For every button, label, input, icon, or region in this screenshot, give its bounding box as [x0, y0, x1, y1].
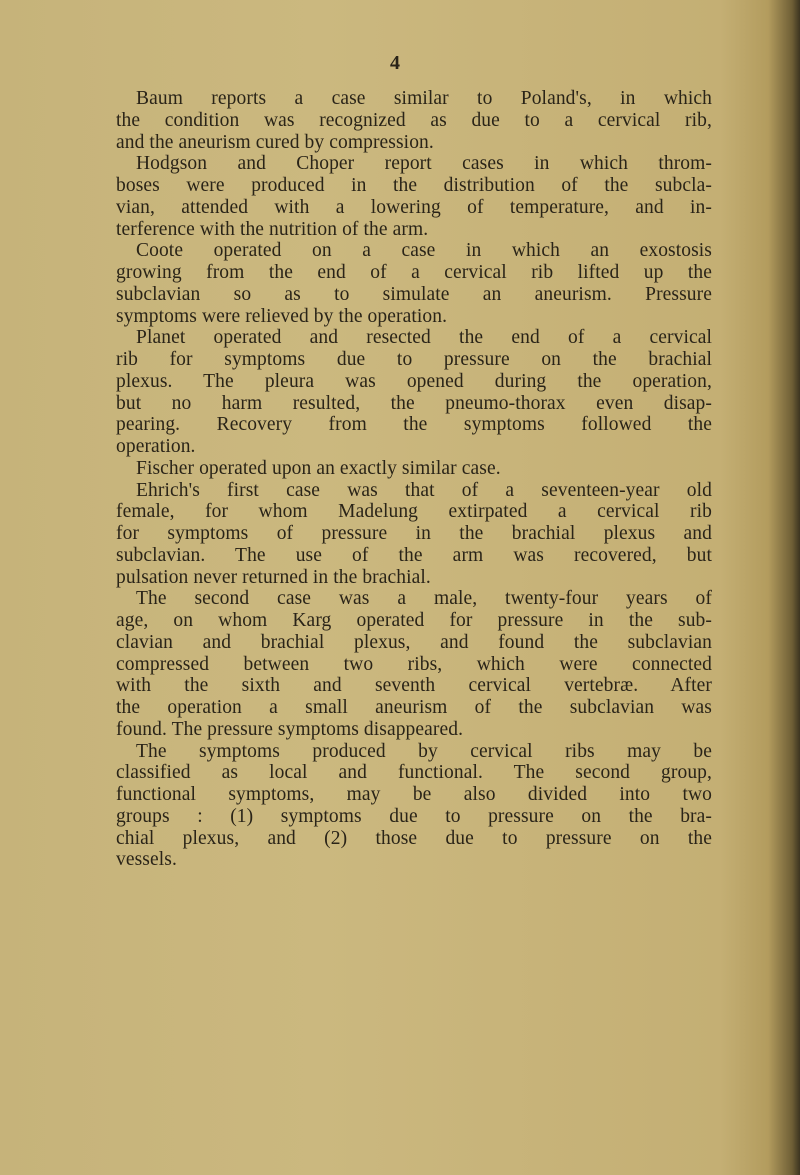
text-line: found. The pressure symptoms disappeared. — [116, 718, 464, 740]
text-line: Hodgson and Choper report cases in which throm- — [136, 153, 712, 175]
text-line: symptoms were relieved by the operation. — [116, 305, 448, 327]
text-line: boses were produced in the distribution of the subcla- — [116, 175, 712, 196]
text-line: pulsation never returned in the brachial. — [116, 566, 431, 588]
text-line: clavian and brachial plexus, and found the subclavian — [116, 631, 712, 653]
text-line: with the sixth and seventh cervical vertebræ. After — [116, 675, 712, 697]
text-line: but no harm resulted, the pneumo-thorax even disap- — [116, 392, 712, 414]
text-line: for symptoms of pressure in the brachial plexus and — [116, 523, 712, 544]
text-line: operation. — [116, 436, 196, 457]
text-line: The second case was a male, twenty-four years of — [136, 588, 712, 610]
text-line: female, for whom Madelung extirpated a cervical rib — [116, 501, 712, 523]
text-line: Ehrich's first case was that of a seventeen-year old — [136, 479, 712, 501]
text-line: vessels. — [116, 849, 177, 871]
text-line: chial plexus, and (2) those due to pressure on the — [116, 827, 712, 849]
text-line: subclavian. The use of the arm was recovered, but — [116, 544, 712, 566]
text-line: Baum reports a case similar to Poland's, in which — [136, 88, 712, 109]
text-line: growing from the end of a cervical rib lifted up the — [116, 262, 712, 283]
text-line: classified as local and functional. The second group, — [116, 762, 712, 784]
text-line: The symptoms produced by cervical ribs may be — [136, 740, 712, 762]
text-line: functional symptoms, may be also divided into two — [116, 784, 712, 805]
text-line: vian, attended with a lowering of temperature, and in- — [116, 196, 712, 218]
text-line: and the aneurism cured by compression. — [116, 131, 434, 153]
text-line: Planet operated and resected the end of a cervical — [136, 327, 712, 349]
text-line: the condition was recognized as due to a cervical rib, — [116, 109, 712, 131]
text-line: Coote operated on a case in which an exostosis — [136, 240, 712, 262]
text-line: the operation a small aneurism of the subclavian was — [116, 697, 712, 718]
text-line: rib for symptoms due to pressure on the brachial — [116, 349, 712, 370]
text-line: compressed between two ribs, which were connected — [116, 653, 712, 675]
text-line: groups : (1) symptoms due to pressure on the bra- — [116, 805, 712, 827]
text-line: Fischer operated upon an exactly similar case. — [136, 457, 501, 479]
page-number: 4 — [390, 52, 400, 74]
body-text — [116, 88, 712, 871]
text-line: pearing. Recovery from the symptoms followed the — [116, 414, 712, 436]
text-line: subclavian so as to simulate an aneurism. Pressure — [116, 283, 712, 305]
text-line: age, on whom Karg operated for pressure in the sub- — [116, 610, 712, 631]
text-line: terference with the nutrition of the arm. — [116, 218, 429, 240]
text-line: plexus. The pleura was opened during the operation, — [116, 370, 712, 392]
